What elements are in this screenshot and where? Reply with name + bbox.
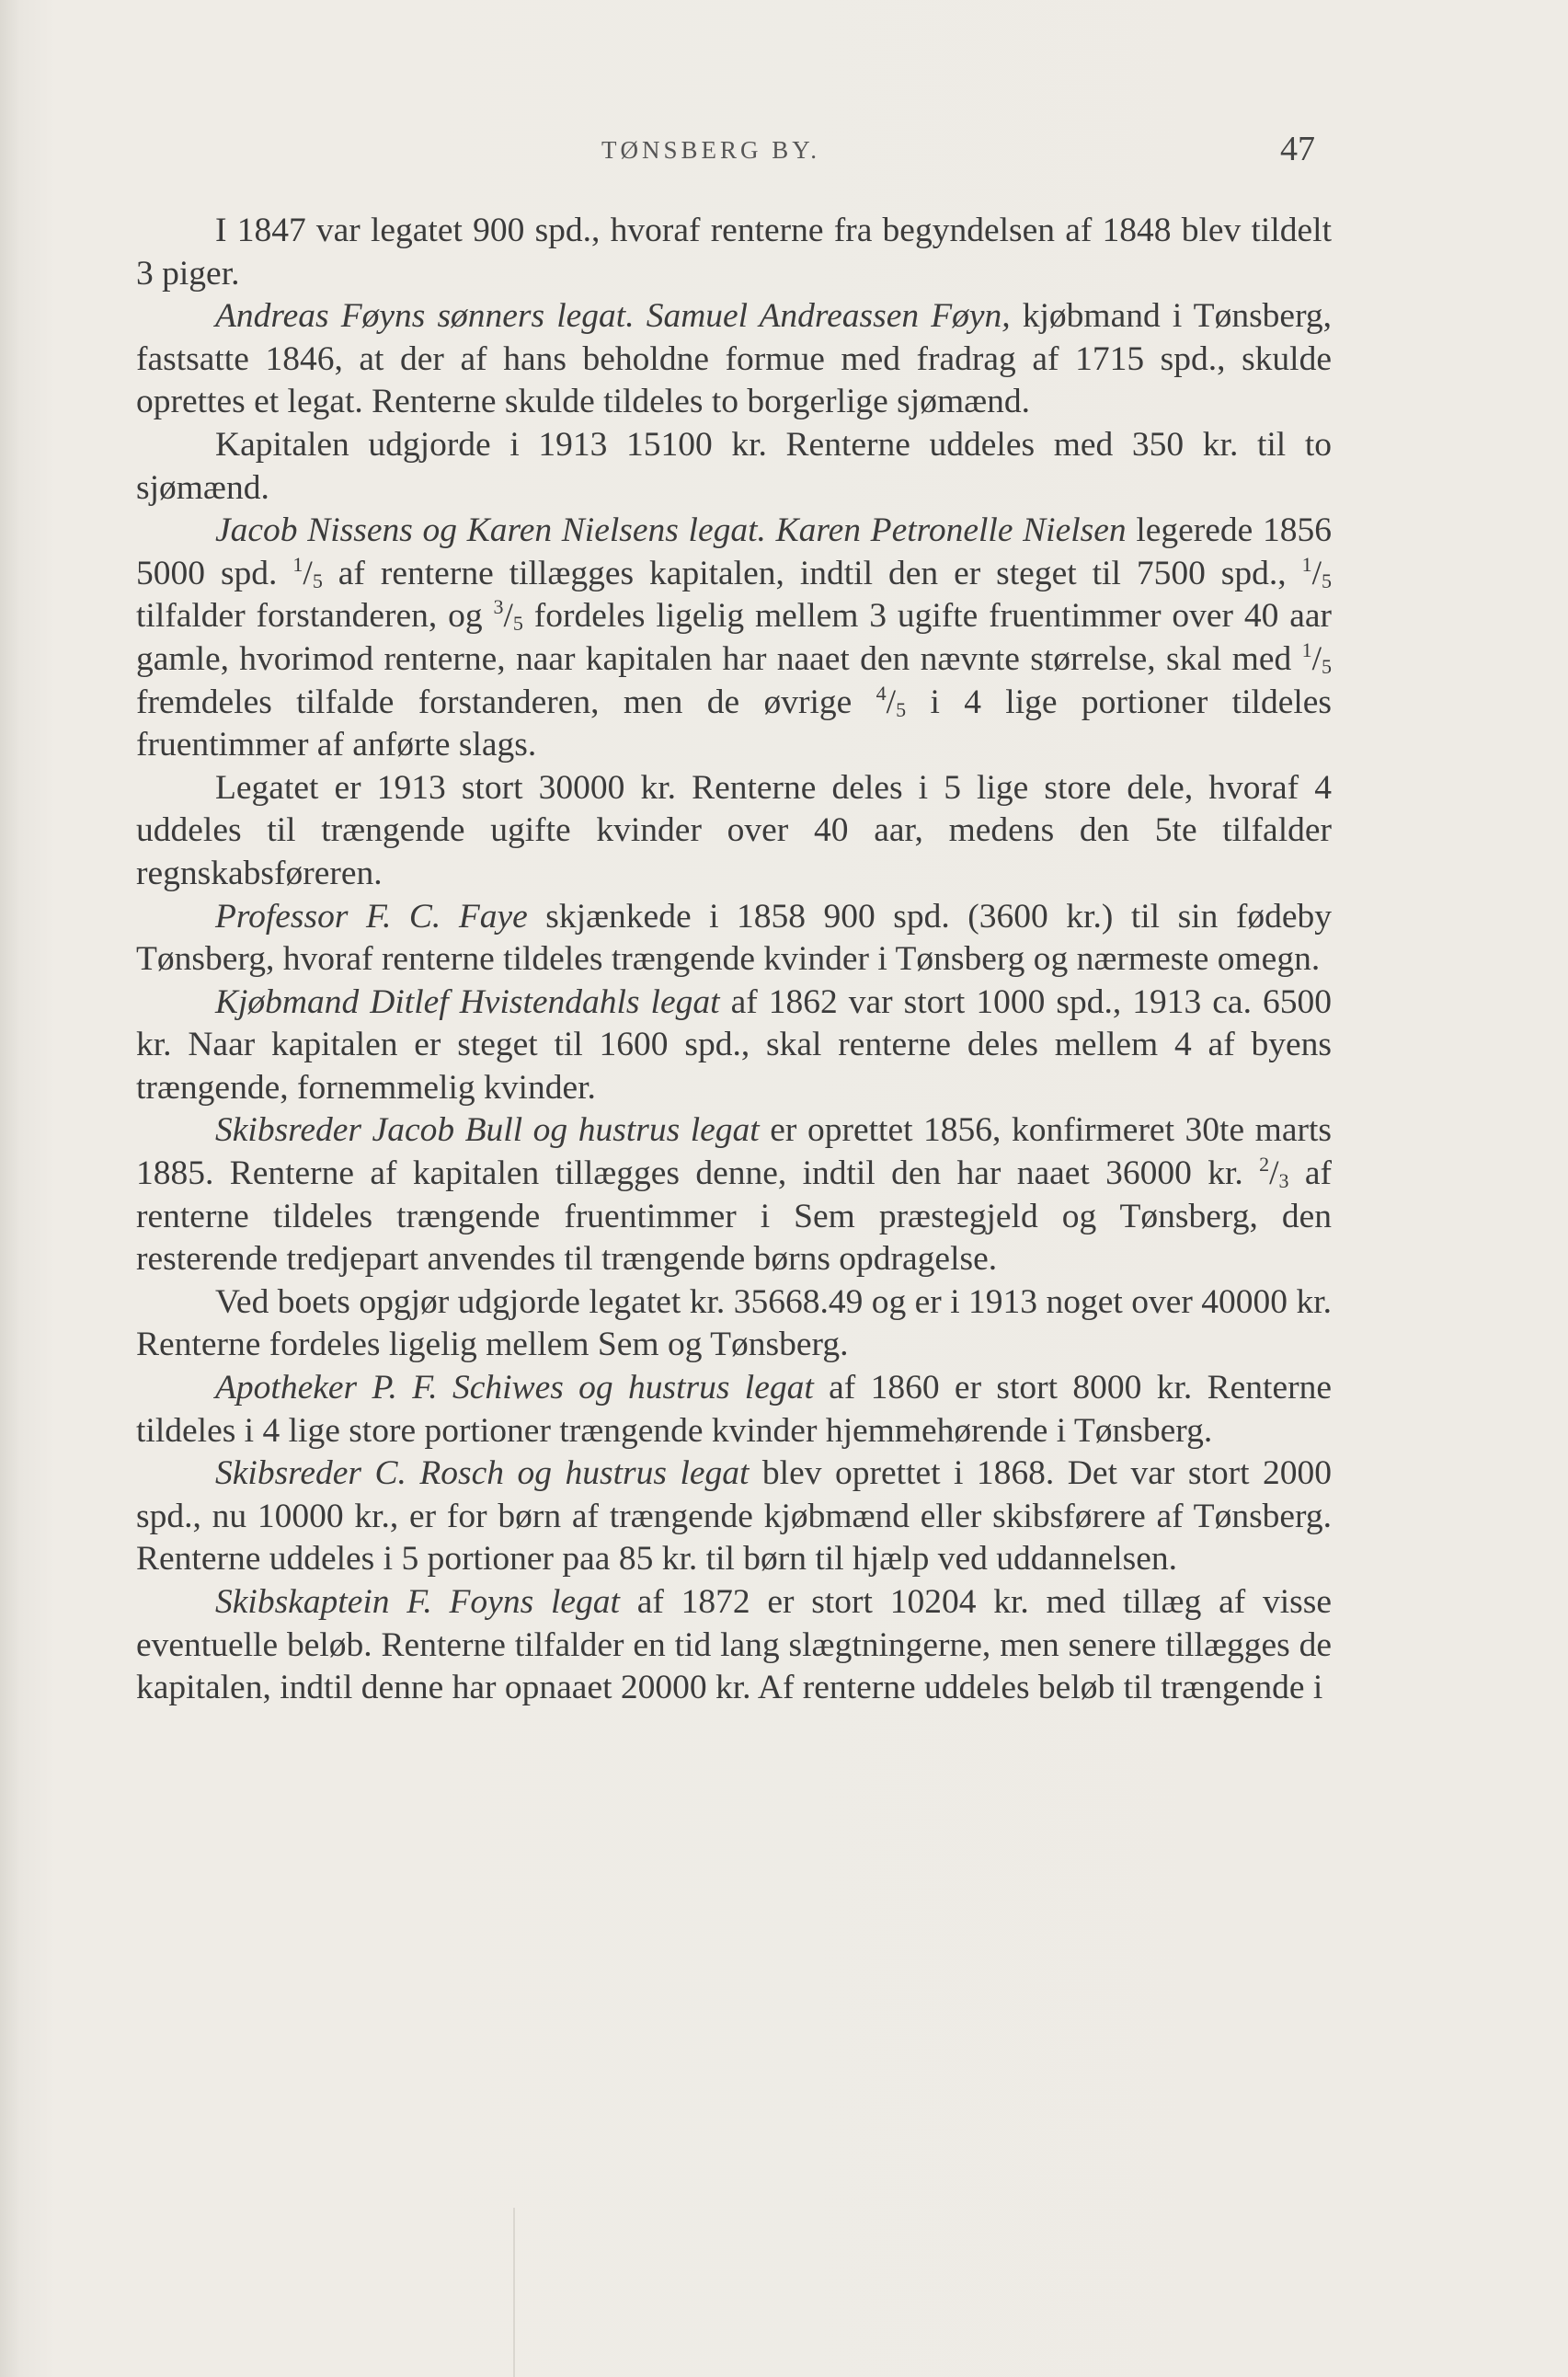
page-fold-shadow	[513, 2208, 515, 2377]
fraction-denominator: 5	[1322, 654, 1332, 678]
text-run: af renterne tildeles trængende fruentimmer i Sem præstegjeld og Tønsberg, den resterende tredjepart anvendes til trængende børns opdragelse.	[136, 1154, 1333, 1279]
fraction-denominator: 5	[896, 697, 907, 721]
paragraph	[136, 767, 1332, 896]
fraction-numerator: 4	[876, 681, 887, 705]
paragraph	[136, 210, 1332, 295]
text-run: af renterne tillægges kapitalen, indtil den er steget til 7500 spd.,	[322, 554, 1302, 592]
text-run	[766, 511, 776, 549]
text-run: fremdeles tilfalde forstanderen, men de øvrige	[136, 683, 876, 721]
paragraph	[136, 1581, 1332, 1710]
paragraph	[136, 982, 1332, 1110]
text-run: I 1847 var legatet 900 spd., hvoraf renterne fra begyndelsen af 1848 blev tildelt 3 piger.	[136, 212, 1332, 293]
italic-name: Samuel Andreassen Føyn,	[646, 297, 1011, 336]
text-run: i 4 lige portioner tildeles fruentimmer af anførte slags.	[136, 683, 1332, 764]
italic-name: Skibsreder C. Rosch og hustrus legat	[215, 1454, 750, 1493]
text-run: fordeles ligelig mellem 3 ugifte fruentimmer over 40 aar gamle, hvorimod renterne, naar kapitalen har naaet den nævnte størrelse, skal med	[136, 597, 1332, 678]
fraction: $^4/_5$	[876, 681, 907, 721]
text-run: af 1862 var stort 1000 spd., 1913 ca. 6500 kr. Naar kapitalen er steget til 1600 spd., skal renterne deles mellem 4 af byens trængende, fornemmelig kvinder.	[136, 982, 1332, 1107]
page-number: 47	[1280, 130, 1315, 168]
paragraph	[136, 510, 1332, 767]
text-run: af 1872 er stort 10204 kr. med tillæg af visse eventuelle beløb. Renterne tilfalder en tid lang slægtningerne, men senere tillægges de kapitalen, indtil denne har opnaaet 20000 kr. Af renterne uddeles beløb til trængende i	[136, 1583, 1332, 1707]
fraction-numerator: 1	[1301, 637, 1312, 661]
italic-name: Professor F. C. Faye	[215, 897, 528, 936]
fraction-denominator: 5	[512, 612, 523, 636]
body-text	[136, 210, 1332, 1710]
text-run: Kapitalen udgjorde i 1913 15100 kr. Renterne uddeles med 350 kr. til to sjømænd.	[136, 425, 1332, 507]
fraction-numerator: 3	[493, 595, 504, 619]
fraction-numerator: 2	[1259, 1153, 1270, 1177]
fraction-numerator: 1	[1301, 552, 1312, 576]
text-run: kjøbmand i Tønsberg, fastsatte 1846, at der af hans beholdne formue med fradrag af 1715 spd., skulde oprettes et legat. Renterne skulde tildeles to borgerlige sjømænd.	[136, 297, 1333, 421]
text-run: er oprettet 1856, konfirmeret 30te marts 1885. Renterne af kapitalen tillægges denne, indtil den har naaet 36000 kr.	[136, 1111, 1332, 1193]
paragraph	[136, 1109, 1332, 1280]
text-run: af 1860 er stort 8000 kr. Renterne tildeles i 4 lige store portioner trængende kvinder hjemmehørende i Tønsberg.	[136, 1369, 1332, 1450]
italic-name: Andreas Føyns sønners legat.	[215, 297, 635, 336]
fraction: $^1/_5$	[1301, 637, 1332, 678]
paragraph	[136, 424, 1332, 510]
paragraph	[136, 1281, 1332, 1367]
fraction-numerator: 1	[292, 552, 303, 576]
running-head: TØNSBERG BY.	[601, 136, 821, 164]
paragraph	[136, 896, 1332, 982]
paragraph	[136, 1367, 1332, 1453]
text-run	[635, 297, 647, 335]
italic-name: Jacob Nissens og Karen Nielsens legat.	[215, 511, 766, 550]
paragraph	[136, 1453, 1332, 1581]
fraction: $^3/_5$	[493, 595, 523, 636]
text-run: blev oprettet i 1868. Det var stort 2000 spd., nu 10000 kr., er for børn af trængende kjøbmænd eller skibsførere af Tønsberg. Renterne uddeles i 5 portioner paa 85 kr. til børn til hjælp ved uddannelsen.	[136, 1454, 1332, 1579]
paragraph	[136, 295, 1332, 424]
fraction-denominator: 3	[1278, 1169, 1289, 1193]
text-run: Legatet er 1913 stort 30000 kr. Renterne deles i 5 lige store dele, hvoraf 4 uddeles til trængende ugifte kvinder over 40 aar, medens den 5te tilfalder regnskabsføreren.	[136, 768, 1332, 892]
fraction: $^2/_3$	[1259, 1153, 1289, 1193]
italic-name: Skibskaptein F. Foyns legat	[215, 1583, 620, 1621]
italic-name: Apotheker P. F. Schiwes og hustrus legat	[215, 1369, 814, 1407]
text-run: tilfalder forstanderen, og	[136, 597, 494, 636]
italic-name: Kjøbmand Ditlef Hvistendahls legat	[215, 982, 720, 1021]
fraction: $^1/_5$	[1301, 552, 1333, 592]
fraction-denominator: 5	[1322, 568, 1333, 592]
italic-name: Skibsreder Jacob Bull og hustrus legat	[215, 1111, 760, 1150]
fraction-denominator: 5	[312, 568, 323, 592]
fraction: $^1/_5$	[292, 552, 323, 592]
text-run: skjænkede i 1858 900 spd. (3600 kr.) til sin fødeby Tønsberg, hvoraf renterne tildeles trængende kvinder i Tønsberg og nærmeste omegn.	[136, 897, 1332, 979]
text-run: legerede 1856 5000 spd.	[136, 511, 1333, 592]
text-run: Ved boets opgjør udgjorde legatet kr. 35668.49 og er i 1913 noget over 40000 kr. Renterne fordeles ligelig mellem Sem og Tønsberg.	[136, 1282, 1332, 1364]
italic-name: Karen Petronelle Nielsen	[775, 511, 1127, 550]
